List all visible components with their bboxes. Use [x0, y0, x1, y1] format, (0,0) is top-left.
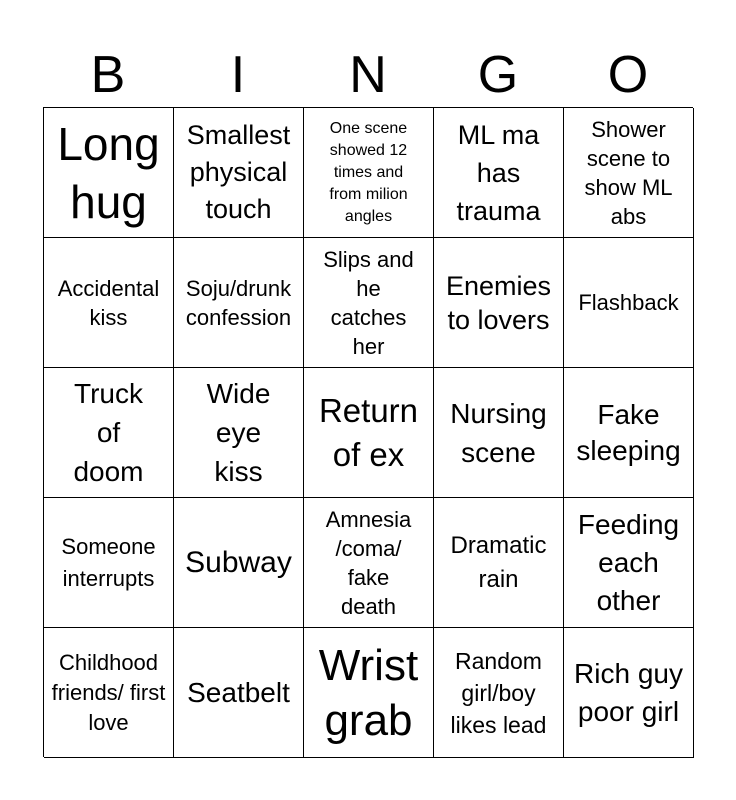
bingo-cell[interactable] [304, 498, 434, 628]
header-letter-g: G [477, 46, 519, 104]
cell-label: Smallest physical touch [186, 120, 291, 224]
cell-label: Accidental kiss [57, 275, 160, 330]
bingo-cell[interactable] [564, 498, 694, 628]
bingo-cell[interactable] [174, 238, 304, 368]
cell-label: Wrist grab [318, 640, 419, 745]
cell-label: Shower scene to show ML abs [584, 116, 673, 229]
header-letter-b: B [90, 46, 126, 104]
cell-label: Subway [185, 545, 292, 579]
header-letter-n: N [349, 46, 387, 104]
cell-label: Slips and he catches her [323, 246, 414, 359]
cell-label: ML ma has trauma [456, 119, 541, 226]
bingo-cell[interactable] [44, 368, 174, 498]
cell-label: Enemies to lovers [445, 270, 552, 335]
bingo-cell[interactable] [44, 238, 174, 368]
cell-label: Seatbelt [187, 677, 290, 708]
bingo-cell[interactable] [44, 498, 174, 628]
cell-label: Truck of doom [73, 378, 144, 487]
cell-label: Flashback [578, 290, 679, 315]
bingo-cell[interactable] [174, 628, 304, 758]
header-letter-i: I [230, 46, 246, 104]
cell-label: Soju/drunk confession [185, 275, 292, 330]
bingo-cell[interactable] [434, 628, 564, 758]
cell-label: Return of ex [318, 391, 419, 473]
cell-label: One scene showed 12 times and from milion angles [329, 119, 408, 225]
bingo-cell[interactable] [304, 238, 434, 368]
cell-label: Nursing scene [450, 397, 547, 468]
bingo-cell[interactable] [174, 108, 304, 238]
cell-label: Fake sleeping [576, 398, 681, 466]
bingo-cell[interactable] [434, 238, 564, 368]
bingo-cell[interactable] [304, 368, 434, 498]
bingo-header [43, 44, 693, 106]
cell-label: Wide eye kiss [206, 378, 271, 487]
bingo-cell[interactable] [564, 238, 694, 368]
bingo-cell[interactable] [434, 368, 564, 498]
bingo-cell[interactable] [304, 108, 434, 238]
cell-label: Feeding each other [577, 508, 680, 616]
bingo-board [43, 107, 693, 757]
bingo-cell[interactable] [564, 108, 694, 238]
bingo-cell[interactable] [44, 108, 174, 238]
bingo-cell[interactable] [564, 628, 694, 758]
bingo-cell[interactable] [434, 108, 564, 238]
bingo-cell[interactable] [564, 368, 694, 498]
header-letter-o: O [607, 46, 649, 104]
bingo-cell[interactable] [174, 498, 304, 628]
cell-label: Amnesia /coma/ fake death [325, 506, 412, 619]
bingo-cell[interactable] [44, 628, 174, 758]
cell-label: Dramatic rain [450, 531, 547, 593]
bingo-cell[interactable] [304, 628, 434, 758]
cell-label: Rich guy poor girl [574, 657, 683, 727]
cell-label: Someone interrupts [61, 533, 156, 591]
cell-label: Childhood friends/ first love [51, 649, 166, 735]
bingo-cell[interactable] [434, 498, 564, 628]
bingo-cell[interactable] [174, 368, 304, 498]
cell-label: Long hug [57, 117, 160, 228]
cell-label: Random girl/boy likes lead [450, 647, 547, 738]
